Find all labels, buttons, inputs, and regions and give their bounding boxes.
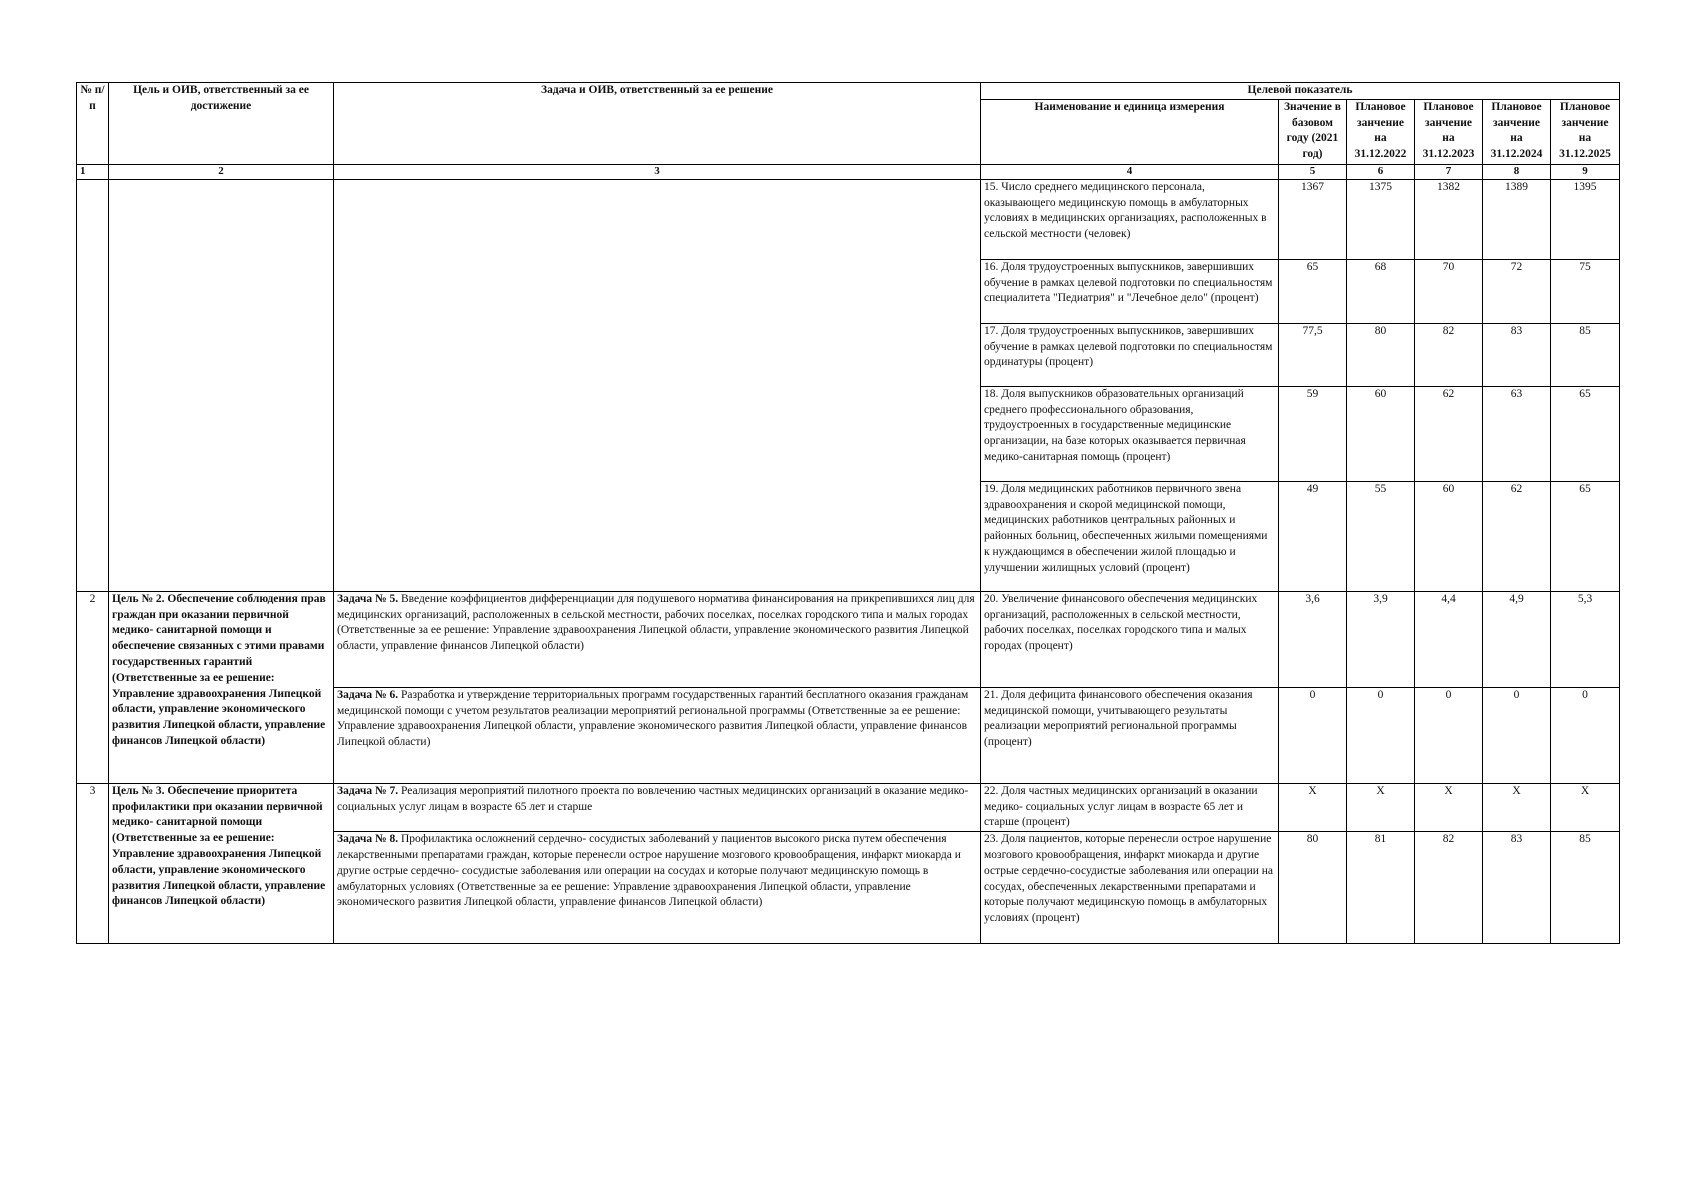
value-base: X bbox=[1279, 783, 1347, 831]
value-base: 0 bbox=[1279, 687, 1347, 783]
indicator-name: 23. Доля пациентов, которые перенесли острое нарушение мозгового кровообращения, инфаркт миокарда и другие острые сердечно-сосудистые заболевания или операции на сосудах, обеспеченных лекарственными препаратами и которые получают медицинскую помощь в амбулаторных условиях (процент) bbox=[981, 832, 1279, 944]
value-2023: 4,4 bbox=[1415, 591, 1483, 687]
column-number: 6 bbox=[1347, 164, 1415, 179]
column-number: 2 bbox=[109, 164, 334, 179]
header-row-1 bbox=[77, 83, 1620, 100]
header-num: № п/п bbox=[77, 83, 109, 165]
value-base: 80 bbox=[1279, 832, 1347, 944]
column-number: 4 bbox=[981, 164, 1279, 179]
header-target: Целевой показатель bbox=[981, 83, 1620, 100]
value-base: 3,6 bbox=[1279, 591, 1347, 687]
header-task: Задача и ОИВ, ответственный за ее решение bbox=[334, 83, 981, 165]
indicator-name: 21. Доля дефицита финансового обеспечения оказания медицинской помощи, учитывающего результаты реализации мероприятий региональной программы (процент) bbox=[981, 687, 1279, 783]
task-label: Задача № 6. bbox=[337, 688, 399, 701]
task-text: Введение коэффициентов дифференциации для подушевого норматива финансирования на прикрепившихся лиц для медицинских организаций, расположенных в сельской местности, рабочих поселках, поселках городского типа и малых городах (Ответственные за ее решение: Управление здравоохранения Липецкой области, управление экономического развития Липецкой области, управление финансов Липецкой области) bbox=[337, 592, 975, 653]
header-goal: Цель и ОИВ, ответственный за ее достижение bbox=[109, 83, 334, 165]
indicator-name: 20. Увеличение финансового обеспечения медицинских организаций, расположенных в сельской местности, рабочих поселках, поселках городского типа и малых городах (процент) bbox=[981, 591, 1279, 687]
value-2023: 1382 bbox=[1415, 179, 1483, 259]
value-2024: X bbox=[1483, 783, 1551, 831]
value-2024: 4,9 bbox=[1483, 591, 1551, 687]
indicator-name: 19. Доля медицинских работников первичного звена здравоохранения и скорой медицинской помощи, медицинских работников центральных районных и районных больниц, обеспеченных жилыми помещениями к нуждающимся в обеспечении жилой площадью и улучшении жилищных условий (процент) bbox=[981, 481, 1279, 591]
value-2024: 62 bbox=[1483, 481, 1551, 591]
value-2022: 1375 bbox=[1347, 179, 1415, 259]
value-2025: 65 bbox=[1551, 481, 1620, 591]
value-2023: 0 bbox=[1415, 687, 1483, 783]
task-text: Разработка и утверждение территориальных программ государственных гарантий бесплатного оказания гражданам медицинской помощи с учетом результатов реализации мероприятий региональной программы (Ответственные за ее решение: Управление здравоохранения Липецкой области, управление экономического развития Липецкой области, управление финансов Липецкой области) bbox=[337, 688, 969, 749]
value-2023: 82 bbox=[1415, 832, 1483, 944]
value-base: 1367 bbox=[1279, 179, 1347, 259]
value-2023: X bbox=[1415, 783, 1483, 831]
task-text: Реализация мероприятий пилотного проекта по вовлечению частных медицинских организаций в оказание медико-социальных услуг лицам в возрасте 65 лет и старше bbox=[337, 784, 969, 813]
value-base: 59 bbox=[1279, 386, 1347, 481]
header-indicator-name: Наименование и единица измерения bbox=[981, 99, 1279, 164]
value-2023: 70 bbox=[1415, 259, 1483, 323]
value-base: 65 bbox=[1279, 259, 1347, 323]
table-row bbox=[77, 783, 1620, 831]
value-2023: 82 bbox=[1415, 323, 1483, 386]
column-number: 1 bbox=[77, 164, 109, 179]
task-label: Задача № 8. bbox=[337, 833, 399, 846]
value-base: 49 bbox=[1279, 481, 1347, 591]
value-2022: 81 bbox=[1347, 832, 1415, 944]
task-cell bbox=[334, 832, 981, 944]
task-cell bbox=[334, 687, 981, 783]
header-plan-2024: Плановое занчение на 31.12.2024 bbox=[1483, 99, 1551, 164]
task-cell bbox=[334, 783, 981, 831]
row-num: 3 bbox=[77, 783, 109, 943]
column-number: 5 bbox=[1279, 164, 1347, 179]
value-2023: 60 bbox=[1415, 481, 1483, 591]
row-num-empty bbox=[77, 179, 109, 591]
indicator-name: 22. Доля частных медицинских организаций в оказании медико- социальных услуг лицам в возрасте 65 лет и старше (процент) bbox=[981, 783, 1279, 831]
value-2025: 85 bbox=[1551, 832, 1620, 944]
value-2024: 0 bbox=[1483, 687, 1551, 783]
header-base-year: Значение в базовом году (2021 год) bbox=[1279, 99, 1347, 164]
goal-cell: Цель № 3. Обеспечение приоритета профилактики при оказании первичной медико- санитарной помощи (Ответственные за ее решение: Управление здравоохранения Липецкой области, управление экономического развития Липецкой области, управление финансов Липецкой области) bbox=[109, 783, 334, 943]
table-row bbox=[77, 591, 1620, 687]
header-plan-2025: Плановое занчение на 31.12.2025 bbox=[1551, 99, 1620, 164]
value-2025: 85 bbox=[1551, 323, 1620, 386]
indicator-name: 16. Доля трудоустроенных выпускников, завершивших обучение в рамках целевой подготовки по специальностям специалитета "Педиатрия" и "Лечебное дело" (процент) bbox=[981, 259, 1279, 323]
value-2024: 1389 bbox=[1483, 179, 1551, 259]
task-text: Профилактика осложнений сердечно- сосудистых заболеваний у пациентов высокого риска путем обеспечения лекарственными препаратами граждан, которые перенесли острое нарушение мозгового кровообращения, инфаркт миокарда и другие острые сердечно- сосудистые заболевания или операции на сосудах и которые получают медицинскую помощь в амбулаторных условиях (Ответственные за ее решение: Управление здравоохранения Липецкой области, управление экономического развития Липецкой области, управление финансов Липецкой области) bbox=[337, 833, 961, 909]
value-2024: 72 bbox=[1483, 259, 1551, 323]
header-plan-2022: Плановое занчение на 31.12.2022 bbox=[1347, 99, 1415, 164]
value-2025: 65 bbox=[1551, 386, 1620, 481]
value-2022: 68 bbox=[1347, 259, 1415, 323]
indicator-name: 17. Доля трудоустроенных выпускников, завершивших обучение в рамках целевой подготовки по специальностям ординатуры (процент) bbox=[981, 323, 1279, 386]
table-row bbox=[77, 179, 1620, 259]
task-label: Задача № 5. bbox=[337, 592, 399, 605]
goal-cell-empty bbox=[109, 179, 334, 591]
task-cell bbox=[334, 591, 981, 687]
value-2022: 80 bbox=[1347, 323, 1415, 386]
task-label: Задача № 7. bbox=[337, 784, 399, 797]
value-2025: 1395 bbox=[1551, 179, 1620, 259]
value-2022: 0 bbox=[1347, 687, 1415, 783]
value-2024: 83 bbox=[1483, 323, 1551, 386]
value-2022: 60 bbox=[1347, 386, 1415, 481]
column-number-row bbox=[77, 164, 1620, 179]
value-base: 77,5 bbox=[1279, 323, 1347, 386]
value-2025: 5,3 bbox=[1551, 591, 1620, 687]
row-num: 2 bbox=[77, 591, 109, 783]
task-cell-empty bbox=[334, 179, 981, 591]
value-2024: 83 bbox=[1483, 832, 1551, 944]
value-2022: 55 bbox=[1347, 481, 1415, 591]
value-2023: 62 bbox=[1415, 386, 1483, 481]
value-2022: X bbox=[1347, 783, 1415, 831]
value-2025: X bbox=[1551, 783, 1620, 831]
value-2025: 0 bbox=[1551, 687, 1620, 783]
column-number: 8 bbox=[1483, 164, 1551, 179]
indicator-name: 18. Доля выпускников образовательных организаций среднего профессионального образования, трудоустроенных в государственные медицинские организации, на базе которых оказывается первичная медико-санитарная помощь (процент) bbox=[981, 386, 1279, 481]
value-2025: 75 bbox=[1551, 259, 1620, 323]
value-2022: 3,9 bbox=[1347, 591, 1415, 687]
value-2024: 63 bbox=[1483, 386, 1551, 481]
column-number: 9 bbox=[1551, 164, 1620, 179]
indicator-name: 15. Число среднего медицинского персонала, оказывающего медицинскую помощь в амбулаторных условиях в медицинских организациях, расположенных в сельской местности (человек) bbox=[981, 179, 1279, 259]
column-number: 7 bbox=[1415, 164, 1483, 179]
goal-cell: Цель № 2. Обеспечение соблюдения прав граждан при оказании первичной медико- санитарной помощи и обеспечение связанных с этими правами государственных гарантий (Ответственные за ее решение: Управление здравоохранения Липецкой области, управление экономического развития Липецкой области, управление финансов Липецкой области) bbox=[109, 591, 334, 783]
header-plan-2023: Плановое занчение на 31.12.2023 bbox=[1415, 99, 1483, 164]
indicators-table bbox=[76, 82, 1620, 944]
column-number: 3 bbox=[334, 164, 981, 179]
